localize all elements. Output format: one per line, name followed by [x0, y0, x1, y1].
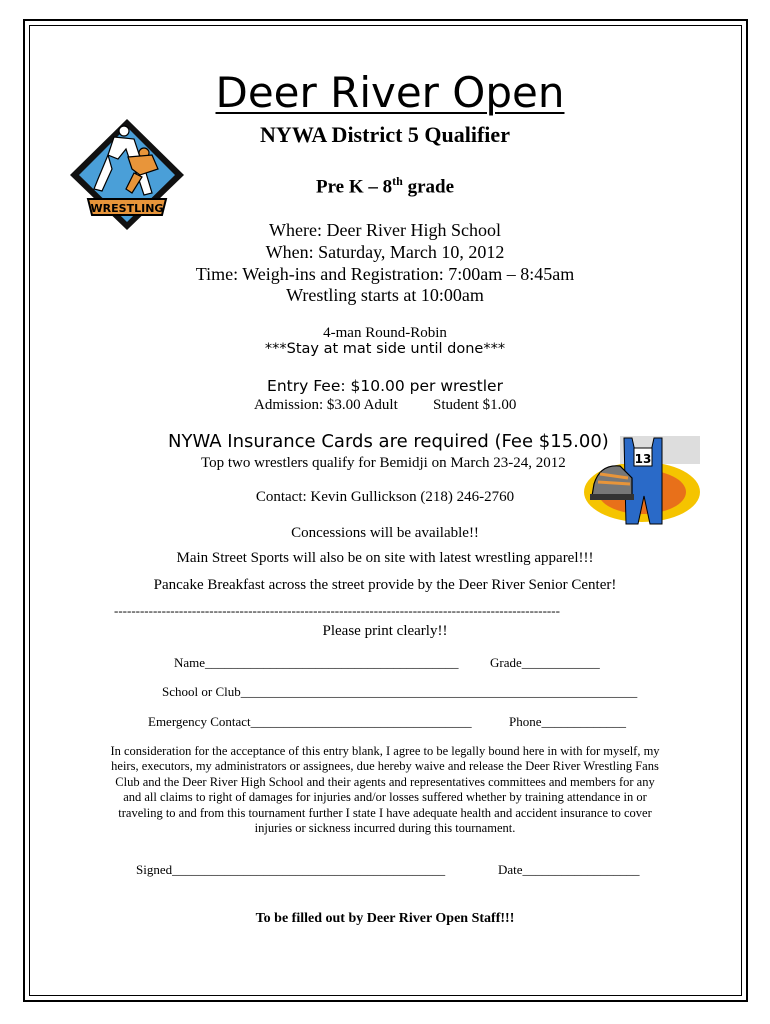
admission-student: Student $1.00: [433, 397, 517, 413]
start-line: Wrestling starts at 10:00am: [286, 285, 484, 305]
when-line: When: Saturday, March 10, 2012: [265, 242, 505, 262]
form-divider: -------------------------------------------------------------------------------------------------------: [114, 603, 560, 618]
concessions-line: Concessions will be available!!: [291, 525, 479, 541]
signed-field[interactable]: Signed__________________________________________: [136, 862, 446, 877]
admission-adult: Admission: $3.00 Adult: [254, 397, 398, 413]
insurance-line: NYWA Insurance Cards are required (Fee $15.00): [168, 431, 609, 452]
singlet-number: 13: [634, 452, 652, 466]
grade-field[interactable]: Grade____________: [490, 655, 600, 670]
pancake-line: Pancake Breakfast across the street provide by the Deer River Senior Center!: [153, 577, 617, 593]
sports-line: Main Street Sports will also be on site with latest wrestling apparel!!!: [176, 550, 594, 566]
date-field[interactable]: Date__________________: [498, 862, 640, 877]
emergency-contact-field[interactable]: Emergency Contact__________________________________: [148, 714, 472, 729]
format-line: 4-man Round-Robin: [323, 325, 447, 341]
waiver-text: In consideration for the acceptance of this entry blank, I agree to be legally bound here in with for myself, my heirs, executors, my administrators or assignees, due hereby waive and release the Deer River Wrestling Fans Club and the Deer River High School and their agents and representatives committees and members for any and all claims to right of damages for injuries and/or losses suffered whether by training attendance in or traveling to and from this tournament further I state I have adequate health and accident insurance to cover injuries or sickness incurred during this tournament.: [110, 744, 660, 836]
time-line: Time: Weigh-ins and Registration: 7:00am – 8:45am: [195, 264, 575, 284]
where-line: Where: Deer River High School: [269, 220, 501, 240]
name-field[interactable]: Name_______________________________________: [174, 655, 459, 670]
logo-text: WRESTLING: [90, 202, 164, 215]
phone-field[interactable]: Phone_____________: [509, 714, 626, 729]
stay-line: ***Stay at mat side until done***: [264, 341, 506, 357]
print-clearly: Please print clearly!!: [322, 623, 448, 639]
qualify-line: Top two wrestlers qualify for Bemidji on March 23-24, 2012: [201, 455, 566, 471]
page-subtitle: NYWA District 5 Qualifier: [260, 122, 510, 147]
contact-line: Contact: Kevin Gullickson (218) 246-2760: [255, 489, 515, 505]
school-field[interactable]: School or Club_____________________________________________________________: [162, 684, 638, 699]
page-title: Deer River Open: [215, 68, 565, 117]
entry-fee-line: Entry Fee: $10.00 per wrestler: [267, 377, 503, 395]
grade-range: Pre K – 8th grade: [315, 174, 455, 198]
staff-note: To be filled out by Deer River Open Staff!!!: [255, 911, 515, 926]
